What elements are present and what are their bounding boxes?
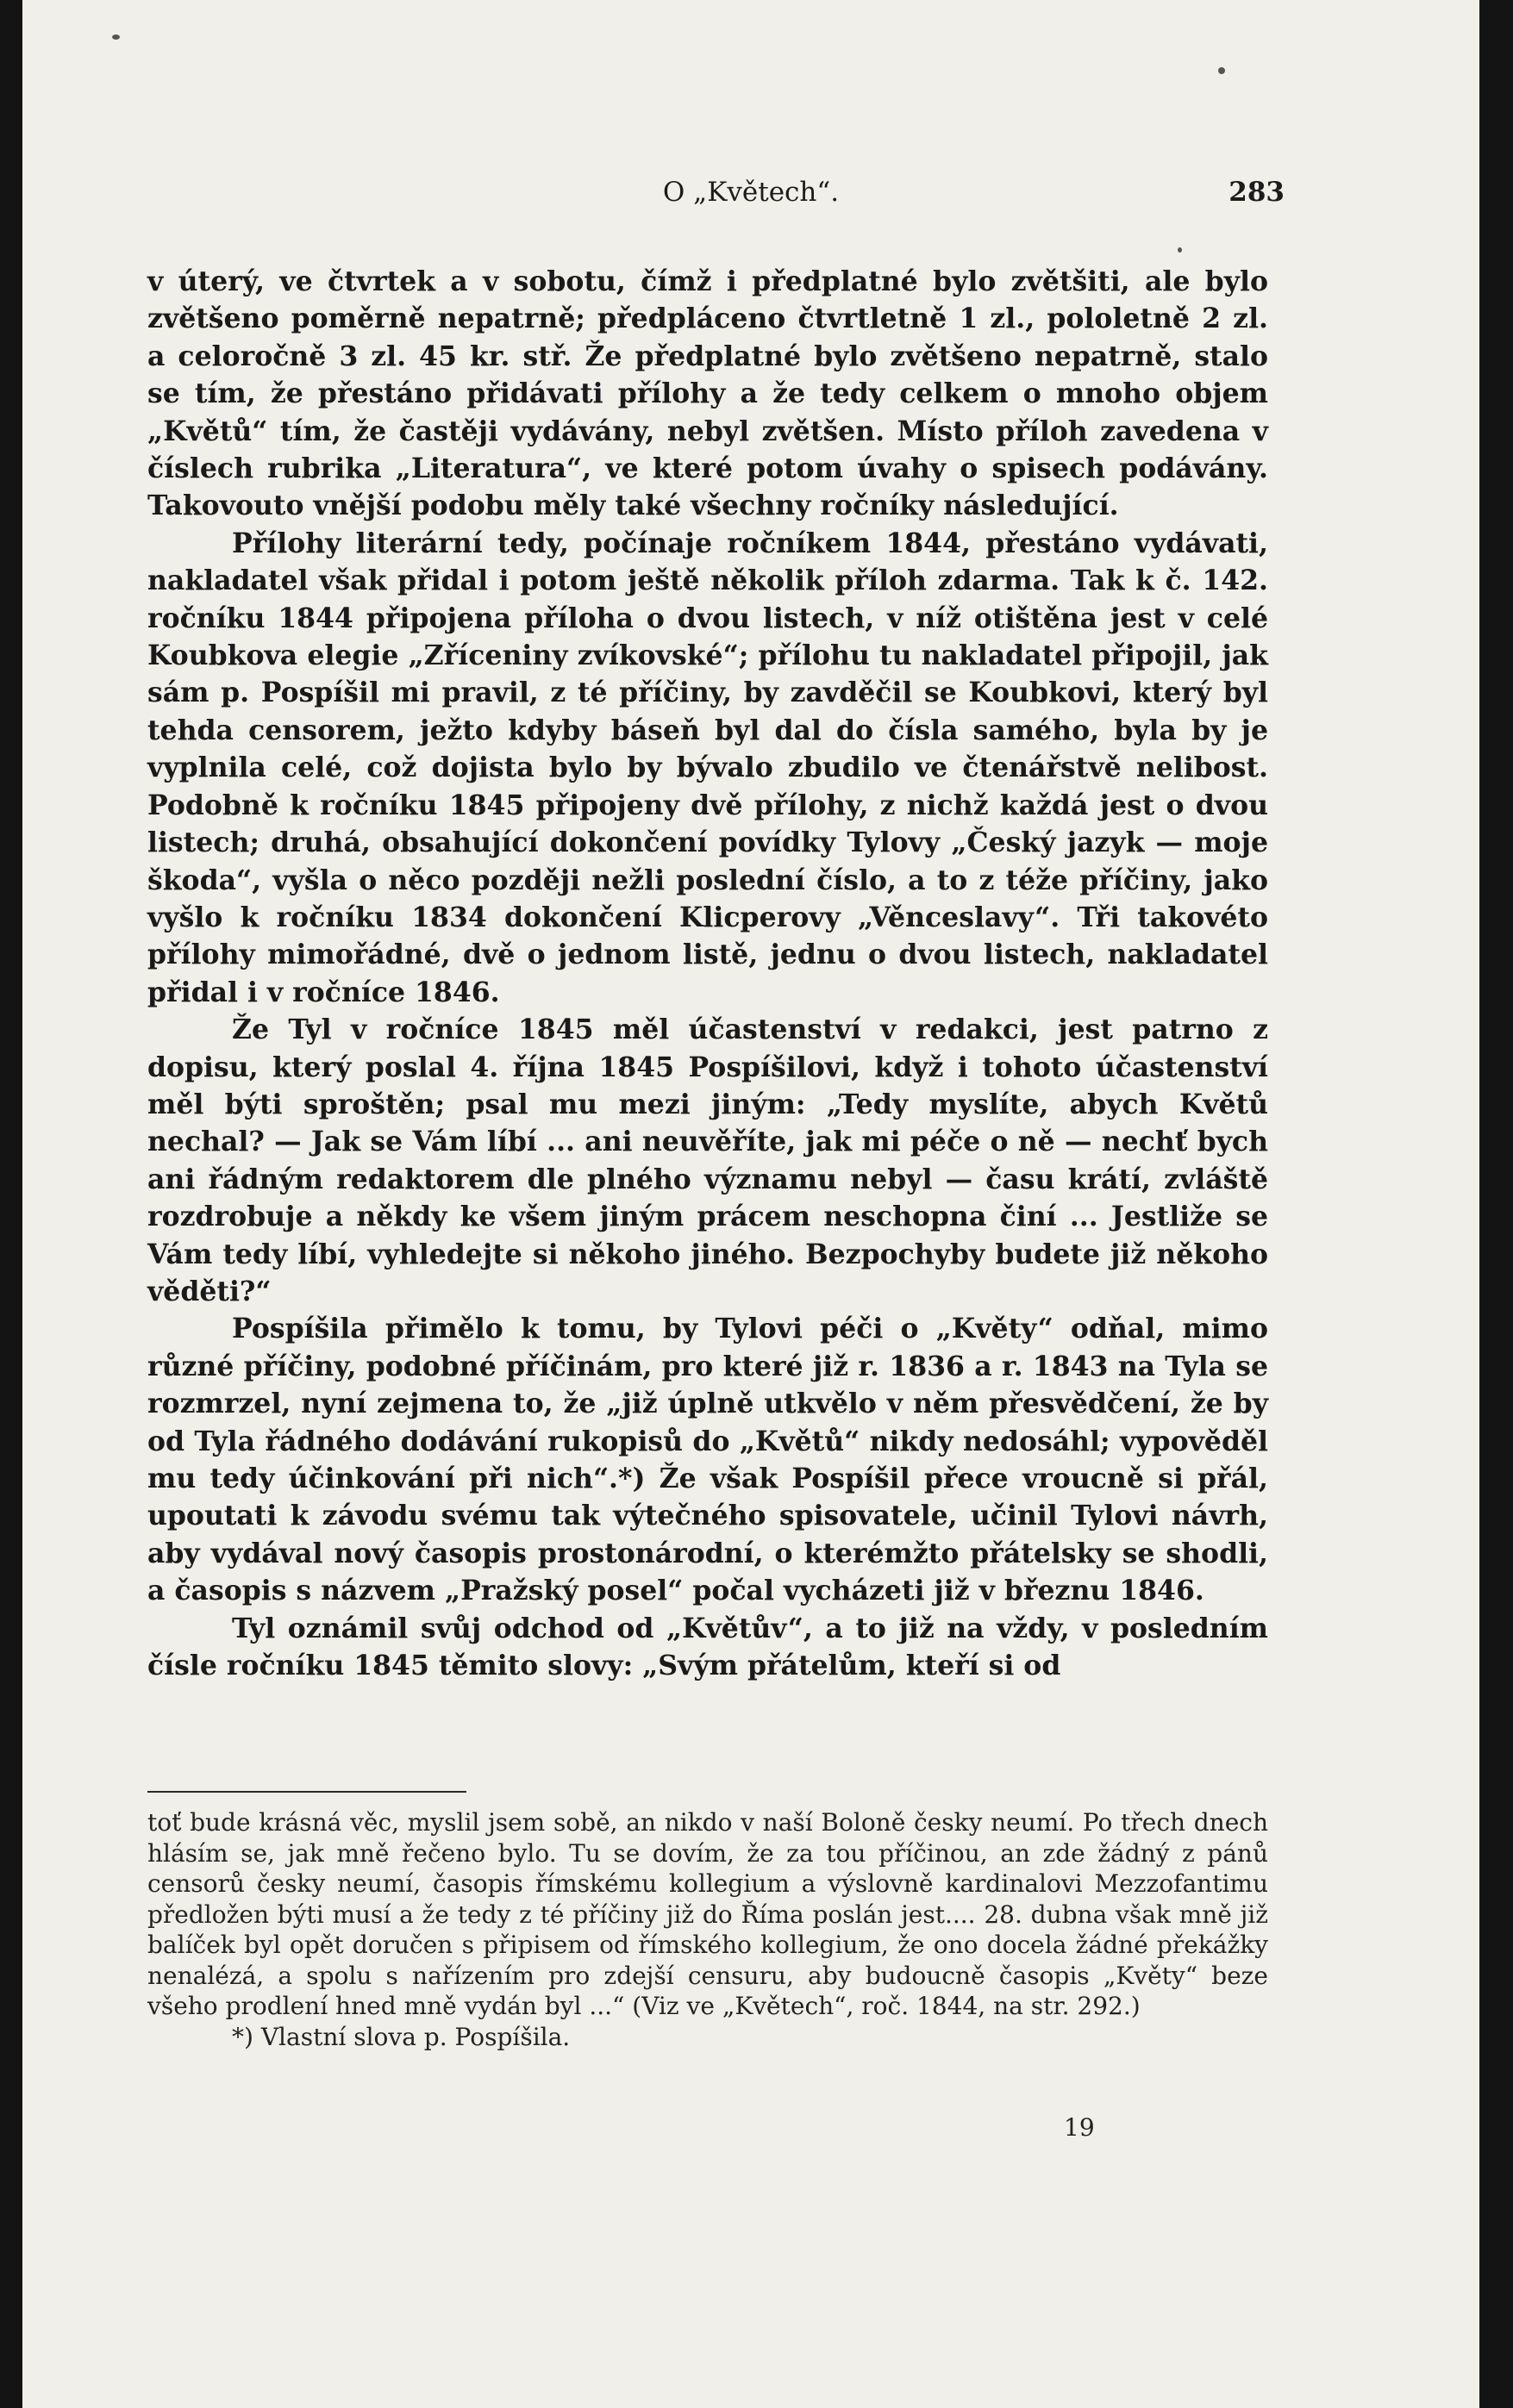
- footnote-continued: toť bude krásná věc, myslil jsem sobě, an nikdo v naší Boloně česky neumí. Po třech dnech hlásím se, jak mně řečeno bylo. Tu se dovím, že za tou příčinou, an zde žádný z pánů censorů česky neumí, časopis římskému kollegium a výslovně kardinalovi Mezzofantimu předložen býti musí a že tedy z té příčiny již do Říma poslán jest.... 28. dubna však mně již balíček byl opět doručen s připisem od římského kollegium, že ono docela žádné překážky nenalézá, a spolu s nařízením pro zdejší censuru, aby budoucně časopis „Květy“ beze všeho prodlení hned mně vydán byl ...“ (Viz ve „Květech“, roč. 1844, na str. 292.): [147, 1808, 1268, 2020]
- page: [22, 0, 1479, 2408]
- signature-mark: 19: [1064, 2113, 1095, 2142]
- footnotes: [147, 1807, 1268, 2052]
- page-number: 283: [1229, 177, 1285, 208]
- paragraph: Pospíšila přimělo k tomu, by Tylovi péči o „Květy“ odňal, mimo různé příčiny, podobné příčinám, pro které již r. 1836 a r. 1843 na Tyla se rozmrzel, nyní zejmena to, že „již úplně utkvělo v něm přesvědčení, že by od Tyla řádného dodávání rukopisů do „Květů“ nikdy nedosáhl; vypověděl mu tedy účinkování při nich“.*) Že však Pospíšil přece vroucně si přál, upoutati k závodu svému tak výtečného spisovatele, učinil Tylovi návrh, aby vydával nový časopis prostonárodní, o kterémžto přátelsky se shodli, a časopis s názvem „Pražský posel“ počal vycházeti již v březnu 1846.: [147, 1313, 1268, 1607]
- paragraph: Tyl oznámil svůj odchod od „Květův“, a to již na vždy, v posledním čísle ročníku 1845 těmito slovy: „Svým přátelům, kteří si od: [147, 1612, 1268, 1682]
- body-text: [147, 263, 1268, 1684]
- page-header: [22, 177, 1479, 218]
- running-title: O „Květech“.: [662, 177, 840, 208]
- paragraph: Že Tyl v ročníce 1845 měl účastenství v redakci, jest patrno z dopisu, který poslal 4. října 1845 Pospíšilovi, když i tohoto účastenství měl býti sproštěn; psal mu mezi jiným: „Tedy myslíte, abych Květů nechal? — Jak se Vám líbí ... ani neuvěříte, jak mi péče o ně — nechť bych ani řádným redaktorem dle plného významu nebyl — času krátí, zvláště rozdrobuje a někdy ke všem jiným prácem neschopna činí ... Jestliže se Vám tedy líbí, vyhledejte si někoho jiného. Bezpochyby budete již někoho věděti?“: [147, 1014, 1268, 1307]
- scan-speck: [1218, 67, 1225, 74]
- scan-speck: [112, 34, 120, 40]
- footnote: *) Vlastní slova p. Pospíšila.: [232, 2022, 571, 2051]
- scan-speck: [1178, 247, 1182, 253]
- paragraph: v úterý, ve čtvrtek a v sobotu, čímž i předplatné bylo zvětšiti, ale bylo zvětšeno poměrně nepatrně; předpláceno čtvrtletně 1 zl., pololetně 2 zl. a celoročně 3 zl. 45 kr. stř. Že předplatné bylo zvětšeno nepatrně, stalo se tím, že přestáno přidávati přílohy a že tedy celkem o mnoho objem „Květů“ tím, že častěji vydávány, nebyl zvětšen. Místo příloh zavedena v číslech rubrika „Literatura“, ve které potom úvahy o spisech podávány. Takovouto vnější podobu měly také všechny ročníky následující.: [147, 265, 1268, 522]
- footnote-divider: [147, 1791, 466, 1793]
- paragraph: Přílohy literární tedy, počínaje ročníkem 1844, přestáno vydávati, nakladatel však přidal i potom ještě několik příloh zdarma. Tak k č. 142. ročníku 1844 připojena příloha o dvou listech, v níž otištěna jest v celé Koubkova elegie „Zříceniny zvíkovské“; přílohu tu nakladatel připojil, jak sám p. Pospíšil mi pravil, z té příčiny, by zavděčil se Koubkovi, který byl tehda censorem, ježto kdyby báseň byl dal do čísla samého, byla by je vyplnila celé, což dojista bylo by bývalo zbudilo ve čtenářstvě nelibost. Podobně k ročníku 1845 připojeny dvě přílohy, z nichž každá jest o dvou listech; druhá, obsahující dokončení povídky Tylovy „Český jazyk — moje škoda“, vyšla o něco později nežli poslední číslo, a to z téže příčiny, jako vyšlo k ročníku 1834 dokončení Klicperovy „Věnceslavy“. Tři takovéto přílohy mimořádné, dvě o jednom listě, jednu o dvou listech, nakladatel přidal i v ročníce 1846.: [147, 527, 1268, 1008]
